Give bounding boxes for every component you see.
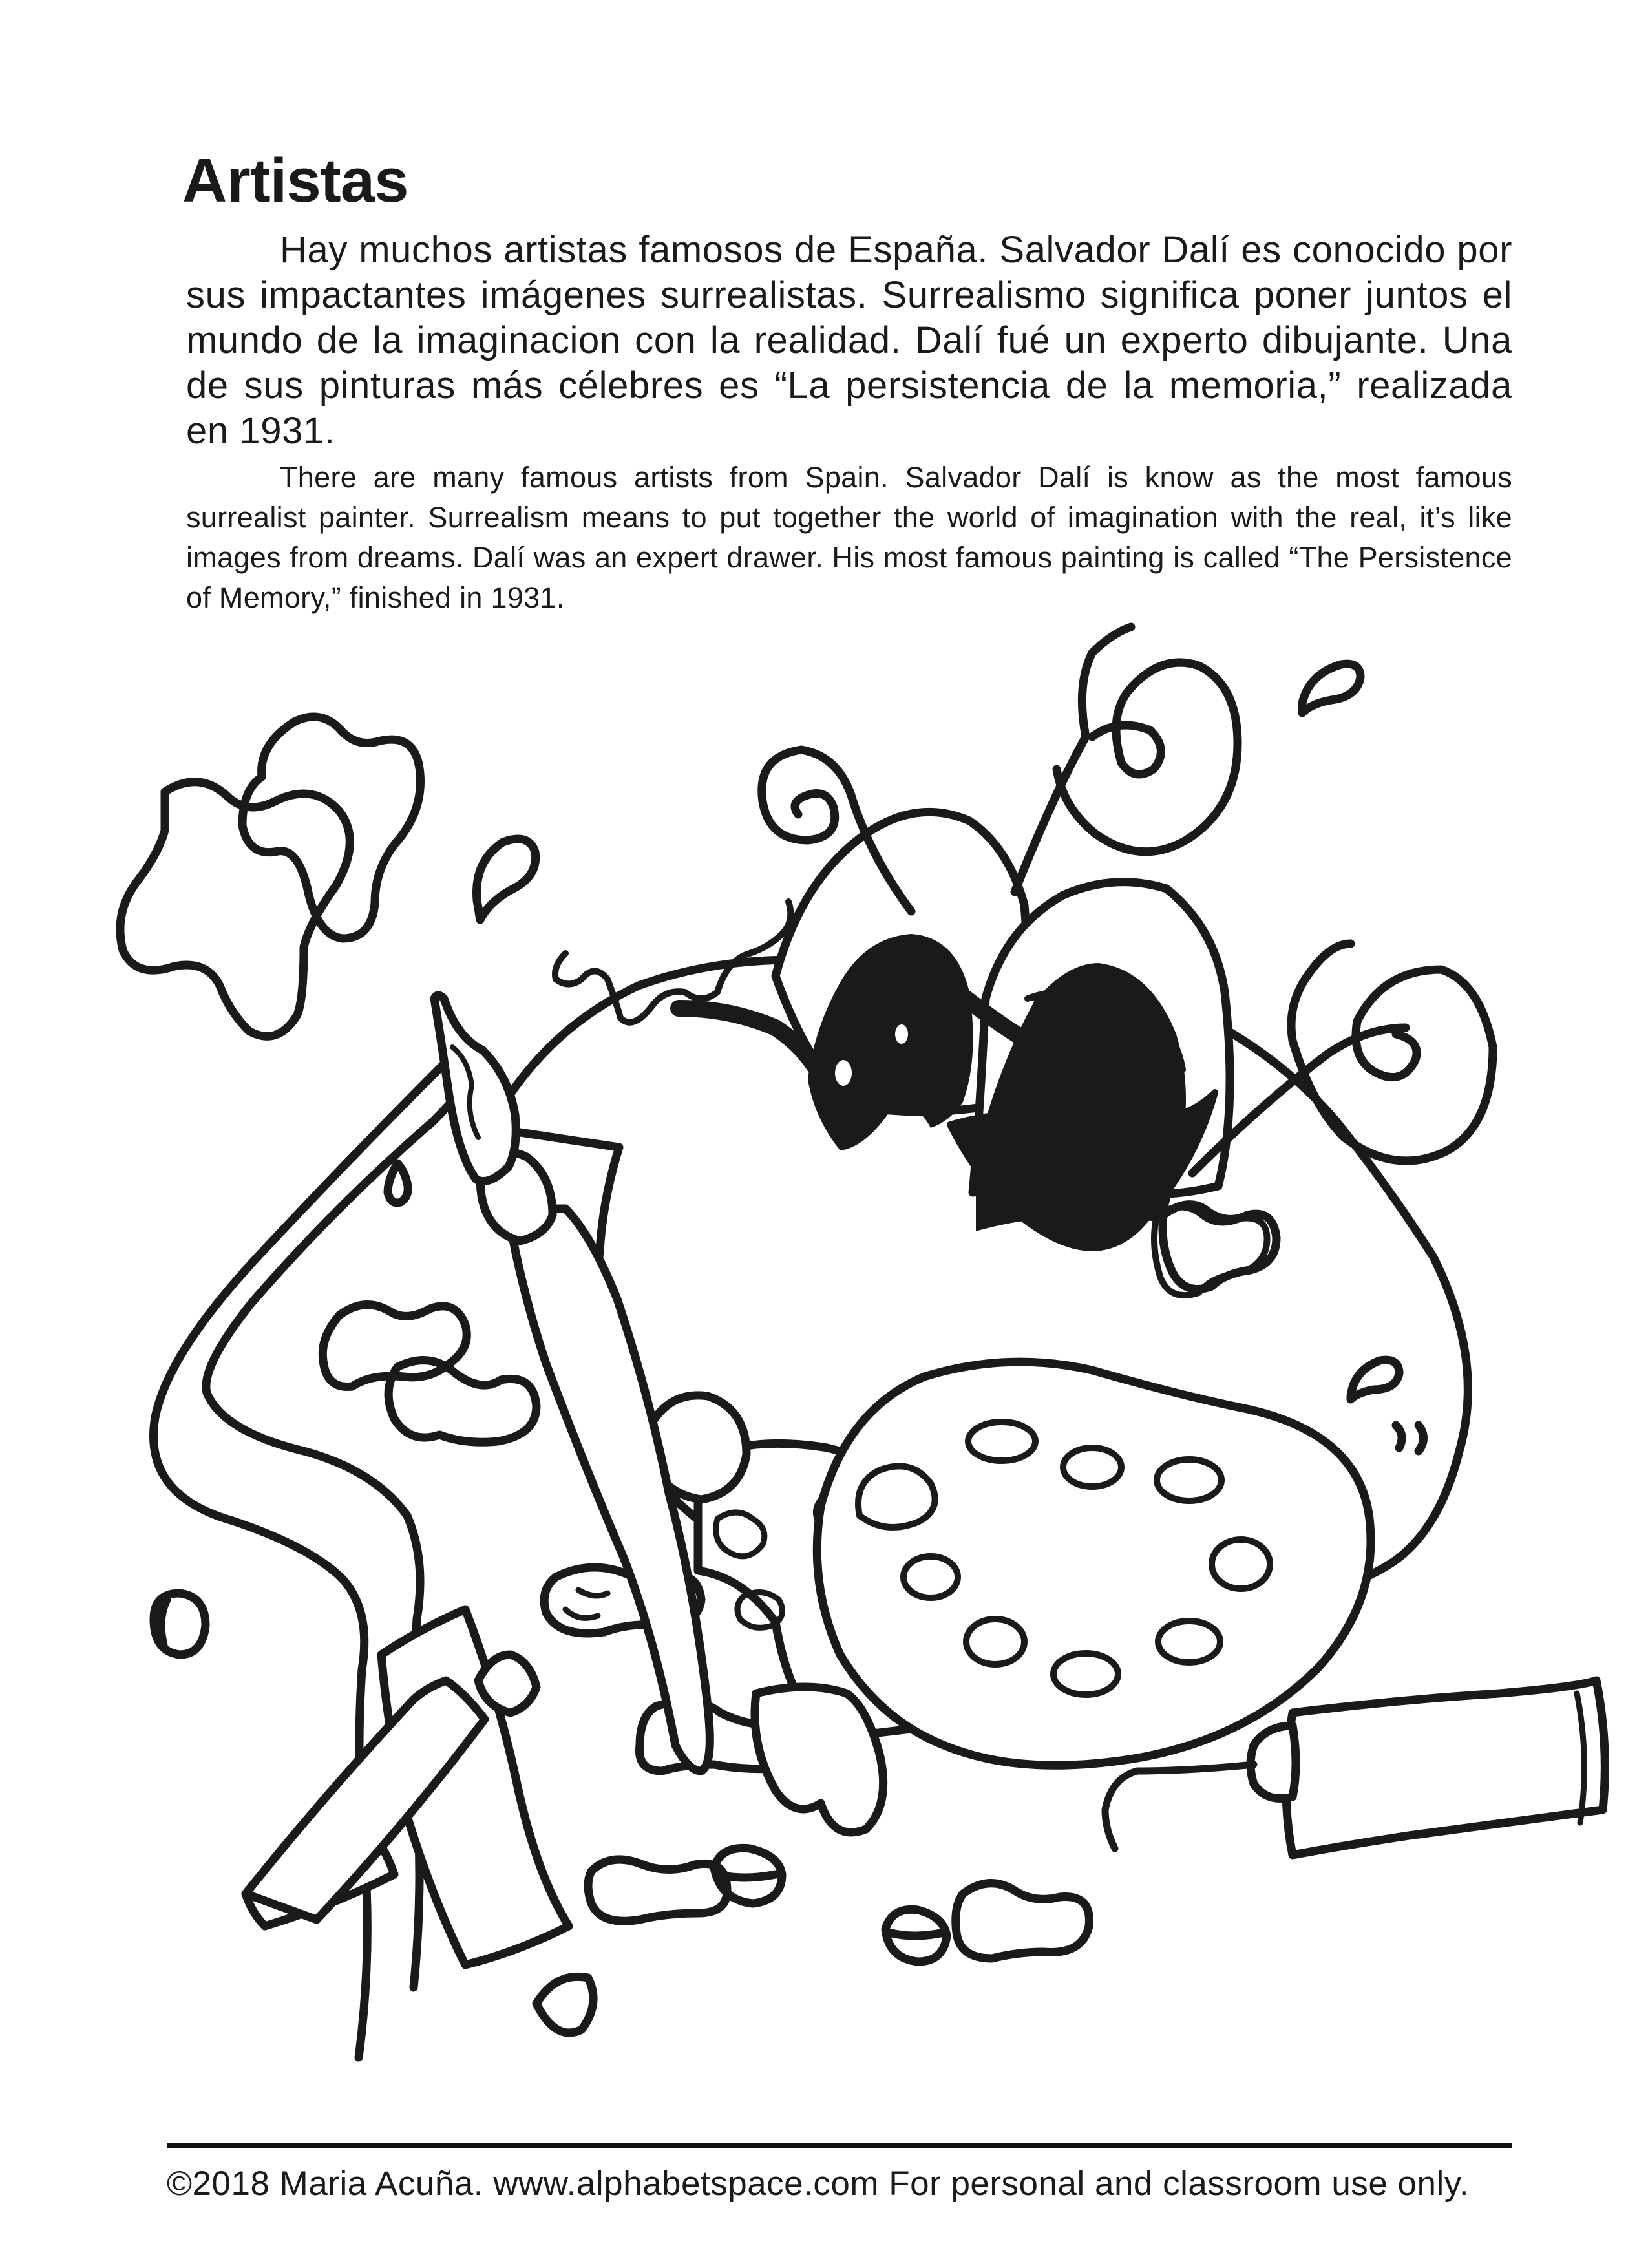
footer-divider (167, 2143, 1512, 2148)
cap-icon (154, 1593, 206, 1655)
cap-icon (885, 1909, 947, 1962)
paint-drop-icon (1302, 664, 1360, 713)
paint-splat-icon (588, 1860, 727, 1921)
paragraph-english-text: There are many famous artists from Spain. Salvador Dalí is know as the most famous surrealist painter. Surrealism means to put together the world of imagination with the real, it’s like images from dreams. Dalí was an expert drawer. His most famous painting is called “The Persistence of Memory,” finished in 1931. (186, 461, 1512, 614)
footer-copyright: ©2018 Maria Acuña. www.alphabetspace.com For personal and classroom use only. (167, 2165, 1470, 2203)
tube-cap-end (536, 1977, 593, 2033)
tube-drip (1105, 1765, 1254, 1849)
right-antenna-icon (1192, 944, 1493, 1173)
palette (817, 1362, 1371, 1765)
paint-drop-icon (1351, 1360, 1399, 1399)
page-title: Artistas (182, 146, 408, 215)
palette-outline (817, 1362, 1371, 1765)
paragraph-spanish-text: Hay muchos artistas famosos de España. Salvador Dalí es conocido por sus impactantes imágenes surrealistas. Surrealismo significa poner juntos el mundo de la imaginacion con la realidad. Dalí fué un experto dibujante. Una de sus pinturas más célebres es “La persistencia de la memoria,” realizada en 1931. (186, 229, 1512, 452)
tube-nozzle (478, 1655, 536, 1713)
brush-tip (434, 995, 516, 1182)
tube-nozzle (1251, 1726, 1296, 1799)
motion-lines-icon (1396, 1425, 1424, 1451)
head-splat (1154, 1207, 1267, 1296)
middle-antenna-icon (1015, 627, 1238, 892)
left-eye-highlight (835, 1060, 852, 1086)
paint-drop-icon (477, 839, 536, 920)
left-eye-highlight (895, 1024, 908, 1044)
motion-lines-icon (565, 1590, 607, 1618)
paint-splat-icon (956, 1883, 1090, 1958)
tube-body (1286, 1680, 1605, 1855)
paint-splat-icon (242, 717, 421, 938)
paint-splat-icon (388, 1361, 536, 1443)
character-foot (755, 1687, 883, 1832)
cap-icon (714, 1848, 782, 1903)
paint-drop-icon (388, 1163, 408, 1203)
